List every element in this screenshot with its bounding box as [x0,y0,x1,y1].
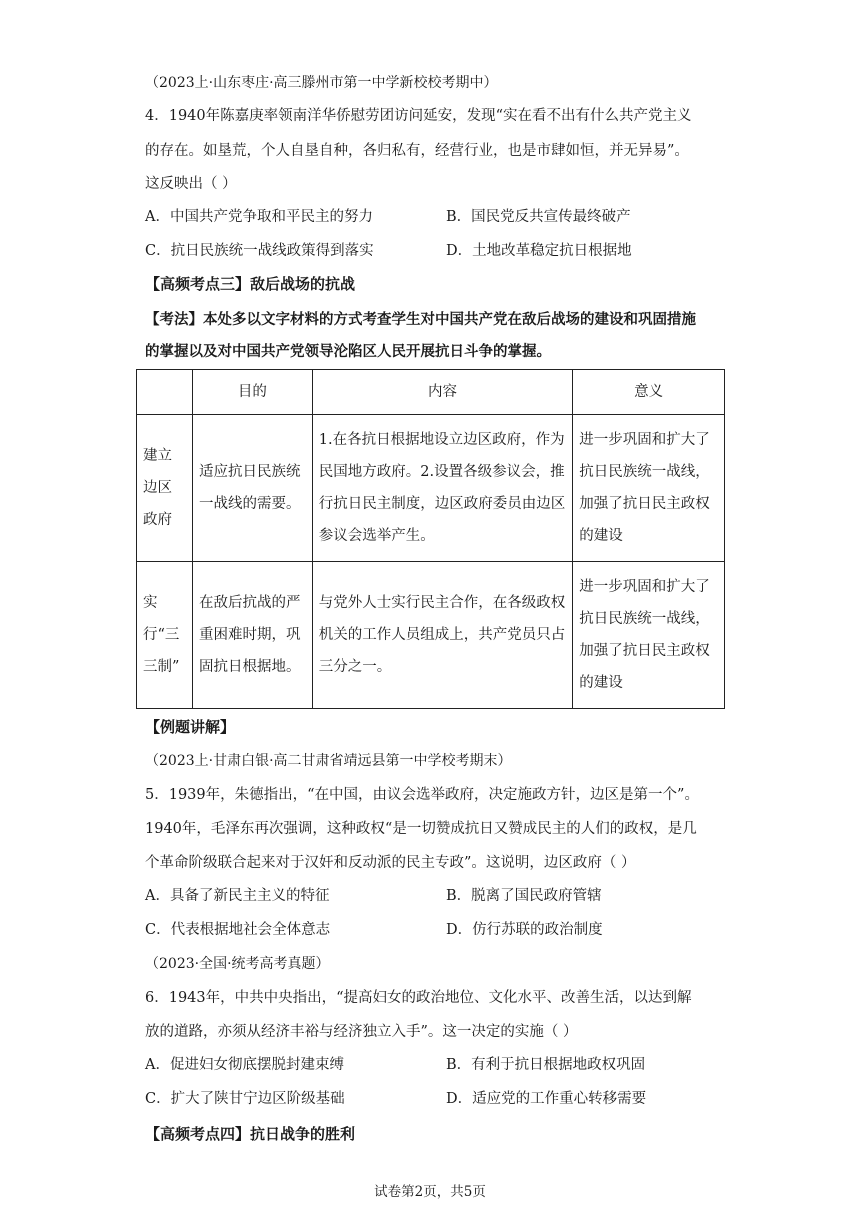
section3-method-line2: 的掌握以及对中国共产党领导沦陷区人民开展抗日斗争的掌握。 [145,344,551,360]
q4-option-a: A．中国共产党争取和平民主的努力 [145,209,373,225]
q4-source: （2023上·山东枣庄·高三滕州市第一中学新校校考期中） [145,75,498,91]
q5-option-b: B．脱离了国民政府管辖 [446,888,602,904]
section3-method-line1: 【考法】本处多以文字材料的方式考查学生对中国共产党在敌后战场的建设和巩固措施 [145,312,696,328]
knowledge-table [136,369,725,709]
q6-stem-line1: 6．1943年，中共中央指出，“提高妇女的政治地位、文化水平、改善生活，以达到解 [145,990,692,1006]
q4-option-b: B．国民党反共宣传最终破产 [446,209,631,225]
page-footer: 试卷第2页，共5页 [374,1184,486,1200]
table-header-row [137,370,725,415]
q5-option-d: D．仿行苏联的政治制度 [446,922,603,938]
q4-stem-line2: 的存在。如垦荒，个人自垦自种，各归私有，经营行业，也是市肆如恒，并无异易”。 [145,143,689,159]
row-content: 与党外人士实行民主合作，在各级政权机关的工作人员组成上，共产党员只占三分之一。 [312,562,572,709]
row-purpose: 适应抗日民族统一战线的需要。 [192,415,312,562]
row-meaning: 进一步巩固和扩大了抗日民族统一战线，加强了抗日民主政权的建设 [573,415,725,562]
q6-source: （2023·全国·统考高考真题） [145,956,330,972]
example-title: 【例题讲解】 [145,718,236,736]
row-meaning: 进一步巩固和扩大了抗日民族统一战线，加强了抗日民主政权的建设 [573,562,725,709]
table-header-content: 内容 [312,370,572,415]
q4-option-d: D．土地改革稳定抗日根据地 [446,243,632,259]
row-name: 实行“三三制” [137,562,193,709]
q6-option-c: C．扩大了陕甘宁边区阶级基础 [145,1091,345,1107]
q5-option-c: C．代表根据地社会全体意志 [145,922,331,938]
table-header-blank [137,370,193,415]
q5-stem-line3: 个革命阶级联合起来对于汉奸和反动派的民主专政”。这说明，边区政府（ ） [145,855,636,871]
table-row [137,562,725,709]
table-header-meaning: 意义 [573,370,725,415]
q4-option-c: C．抗日民族统一战线政策得到落实 [145,243,374,259]
table-header-purpose: 目的 [192,370,312,415]
q5-option-a: A．具备了新民主主义的特征 [145,888,330,904]
row-content: 1.在各抗日根据地设立边区政府，作为民国地方政府。2.设置各级参议会，推行抗日民主制度，边区政府委员由边区参议会选举产生。 [312,415,572,562]
q6-stem-line2: 放的道路，亦须从经济丰裕与经济独立入手”。这一决定的实施（ ） [145,1024,578,1040]
row-purpose: 在敌后抗战的严重困难时期，巩固抗日根据地。 [192,562,312,709]
row-name: 建立边区政府 [137,415,193,562]
section4-title: 【高频考点四】抗日战争的胜利 [145,1125,356,1143]
q5-source: （2023上·甘肃白银·高二甘肃省靖远县第一中学校考期末） [145,753,512,769]
q6-option-b: B．有利于抗日根据地政权巩固 [446,1057,646,1073]
q4-stem-line1: 4．1940年陈嘉庚率领南洋华侨慰劳团访问延安，发现“实在看不出有什么共产党主义 [145,108,692,124]
q5-stem-line2: 1940年，毛泽东再次强调，这种政权“是一切赞成抗日又赞成民主的人们的政权，是几 [145,821,697,837]
q6-option-d: D．适应党的工作重心转移需要 [446,1091,647,1107]
q6-option-a: A．促进妇女彻底摆脱封建束缚 [145,1057,344,1073]
q4-stem-line3: 这反映出（ ） [145,176,237,192]
table-row [137,415,725,562]
section3-title: 【高频考点三】敌后战场的抗战 [145,275,356,293]
q5-stem-line1: 5．1939年，朱德指出，“在中国，由议会选举政府，决定施政方针，边区是第一个”。 [145,787,699,803]
